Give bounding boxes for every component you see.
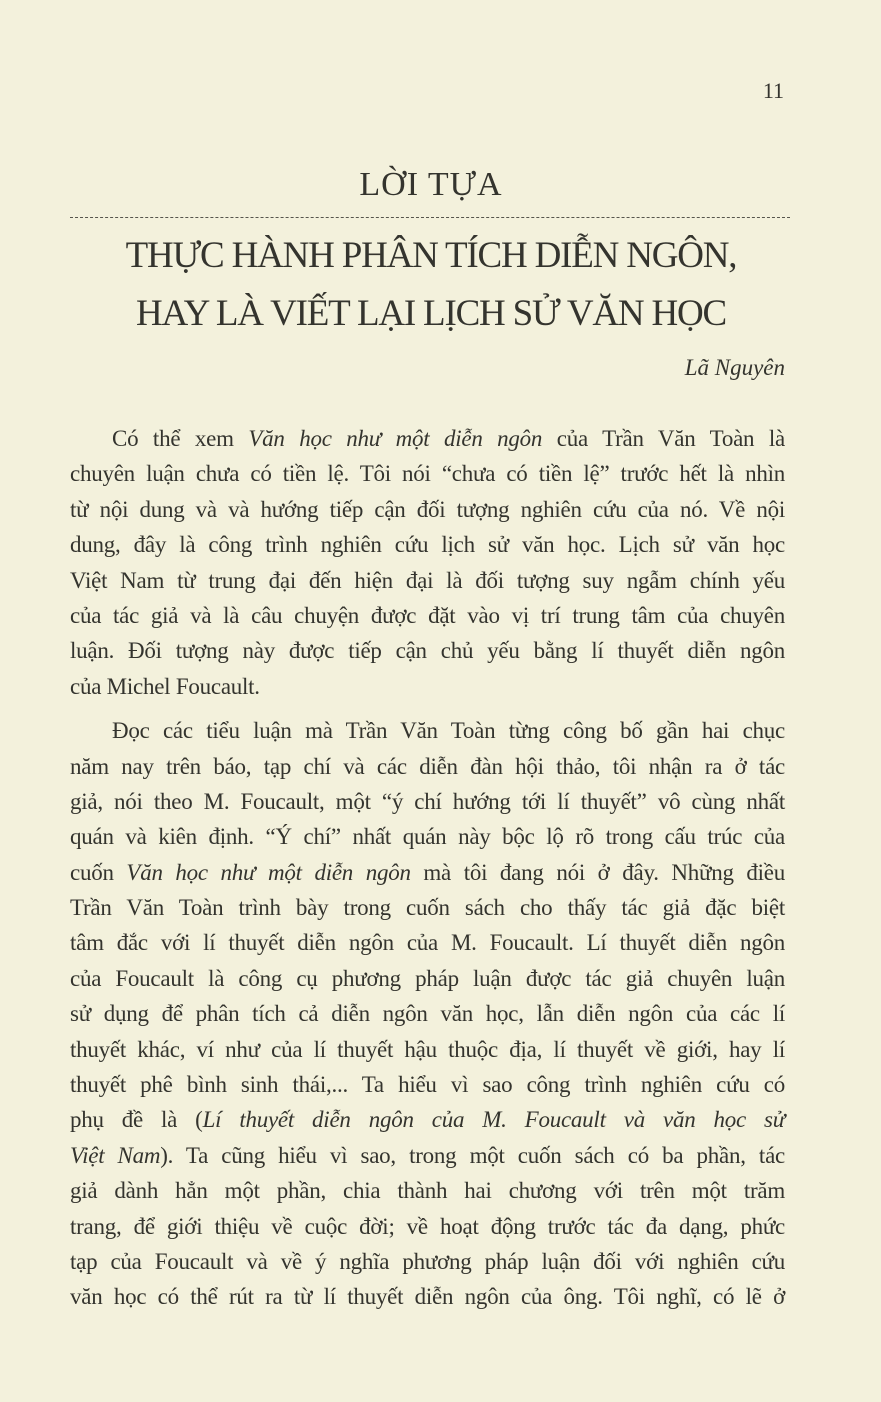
text-line (70, 633, 785, 668)
text-line (70, 598, 785, 633)
text-segment: của tác giả và là câu chuyện được đặt vào vị trí trung tâm của chuyên (70, 602, 785, 628)
text-line (70, 563, 785, 598)
text-line (70, 890, 785, 925)
text-line (70, 1138, 785, 1173)
chapter-heading-line-1: THỰC HÀNH PHÂN TÍCH DIỄN NGÔN, (125, 235, 737, 276)
text-segment: văn học có thể rút ra từ lí thuyết diễn ngôn của ông. Tôi nghĩ, có lẽ ở (70, 1284, 785, 1310)
text-segment: ). Ta cũng hiểu vì sao, trong một cuốn sách có ba phần, tác (160, 1142, 785, 1168)
text-line (70, 925, 785, 960)
text-segment: thuyết phê bình sinh thái,... Ta hiểu vì sao công trình nghiên cứu có (70, 1072, 785, 1098)
italic-title-text: Lí thuyết diễn ngôn của M. Foucault và văn học sử (202, 1107, 785, 1133)
text-segment: từ nội dung và và hướng tiếp cận đối tượng nghiên cứu của nó. Về nội (70, 496, 785, 522)
text-segment: của Michel Foucault. (70, 673, 260, 699)
text-line (70, 456, 785, 491)
text-line (70, 1067, 785, 1102)
text-line (70, 421, 785, 456)
text-segment: tâm đắc với lí thuyết diễn ngôn của M. Foucault. Lí thuyết diễn ngôn (70, 930, 785, 956)
text-line (70, 1279, 785, 1314)
dashed-divider (70, 217, 790, 218)
text-segment: cuốn (70, 859, 127, 885)
text-line (70, 1032, 785, 1067)
text-segment: giả, nói theo M. Foucault, một “ý chí hướng tới lí thuyết” vô cùng nhất (70, 788, 785, 814)
chapter-heading-line-2: HAY LÀ VIẾT LẠI LỊCH SỬ VĂN HỌC (135, 293, 727, 334)
text-line (70, 819, 785, 854)
text-line (70, 669, 785, 704)
paragraph (70, 421, 785, 704)
text-line (70, 855, 785, 890)
text-segment: Đọc các tiểu luận mà Trần Văn Toàn từng công bố gần hai chục (112, 718, 785, 744)
text-line (70, 1102, 785, 1137)
text-line (70, 784, 785, 819)
page-number: 11 (762, 78, 784, 103)
paragraph (70, 713, 785, 1315)
text-line (70, 1244, 785, 1279)
text-segment: giả dành hẳn một phần, chia thành hai chương với trên một trăm (70, 1178, 785, 1204)
text-segment: thuyết khác, ví như của lí thuyết hậu thuộc địa, lí thuyết về giới, hay lí (70, 1036, 785, 1062)
text-line (70, 1209, 785, 1244)
text-segment: Trần Văn Toàn trình bày trong cuốn sách cho thấy tác giả đặc biệt (70, 895, 785, 921)
text-segment: tạp của Foucault và về ý nghĩa phương pháp luận đối với nghiên cứu (70, 1248, 785, 1274)
text-segment: của Foucault là công cụ phương pháp luận được tác giả chuyên luận (70, 965, 785, 991)
text-segment: năm nay trên báo, tạp chí và các diễn đàn hội thảo, tôi nhận ra ở tác (70, 753, 785, 779)
text-line (70, 749, 785, 784)
text-segment: trang, để giới thiệu về cuộc đời; về hoạt động trước tác đa dạng, phức (70, 1213, 785, 1239)
body-text (70, 421, 785, 1324)
text-line (70, 492, 785, 527)
text-segment: quán và kiên định. “Ý chí” nhất quán này bộc lộ rõ trong cấu trúc của (70, 824, 785, 850)
italic-title-text: Văn học như một diễn ngôn (248, 426, 543, 451)
text-segment: mà tôi đang nói ở đây. Những điều (410, 859, 785, 885)
text-segment: dung, đây là công trình nghiên cứu lịch sử văn học. Lịch sử văn học (70, 532, 785, 558)
text-line (70, 713, 785, 748)
text-segment: luận. Đối tượng này được tiếp cận chủ yếu bằng lí thuyết diễn ngôn (70, 638, 785, 664)
text-segment: Có thể xem (112, 426, 249, 451)
text-segment: phụ đề là ( (70, 1107, 203, 1133)
text-segment: sử dụng để phân tích cả diễn ngôn văn học, lẫn diễn ngôn của các lí (70, 1001, 785, 1027)
section-title: LỜI TỰA (359, 166, 503, 203)
text-segment: của Trần Văn Toàn là (542, 426, 785, 451)
text-line (70, 527, 785, 562)
text-line (70, 1173, 785, 1208)
italic-title-text: Việt Nam (70, 1142, 161, 1168)
text-line (70, 996, 785, 1031)
italic-title-text: Văn học như một diễn ngôn (126, 859, 411, 885)
author-name: Lã Nguyên (684, 355, 785, 380)
text-segment: chuyên luận chưa có tiền lệ. Tôi nói “chưa có tiền lệ” trước hết là nhìn (70, 461, 785, 487)
text-line (70, 961, 785, 996)
text-segment: Việt Nam từ trung đại đến hiện đại là đối tượng suy ngẫm chính yếu (70, 567, 785, 593)
